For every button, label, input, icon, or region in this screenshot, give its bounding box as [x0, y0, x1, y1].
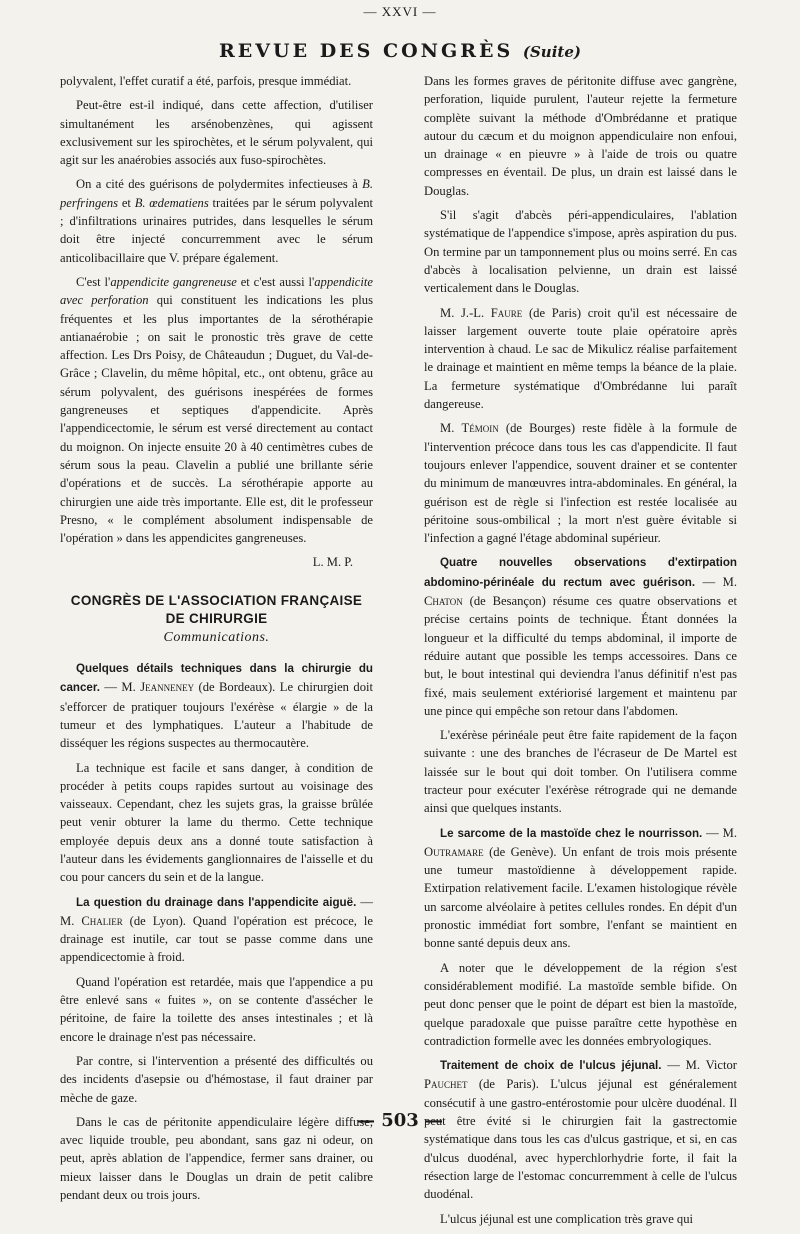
right-column	[424, 72, 737, 1234]
italic-term: B. œdematiens	[134, 195, 209, 210]
paragraph: polyvalent, l'effet curatif a été, parfois, presque immédiat.	[60, 74, 352, 88]
paragraph	[60, 273, 373, 547]
italic-term: B. perfringens	[60, 177, 373, 210]
paragraph	[60, 175, 373, 266]
text-run: — M.	[695, 574, 737, 589]
italic-term: appendicite gangreneuse	[110, 274, 237, 289]
text-run: C'est l'	[76, 274, 111, 289]
paragraph: La technique est facile et sans danger, à condition de procéder à petits coups rapides surtout au voisinage des vaisseaux. Cependant, chez les sujets gras, la graisse brûlée peut venir obturer la lame du thermo. Cette technique employée depuis deux ans a donné toute satisfaction à l'auteur dans les évidements ganglionnaires de l'aisselle et du cou pour cancers du sein et de la langue.	[60, 760, 373, 885]
paragraph	[424, 824, 737, 953]
text-run: (de Paris). L'ulcus jéjunal est généralement consécutif à une gastro-entérostomie pour ulcère duodénal. Il peut être évité si le chirurgien fait la gastrectomie systématique dans tous les cas d'ulcus gastrique, et si, en cas d'ulcus duodénal, avec hyperchlorhydrie forte, il fait la résection large de l'estomac concurremment à celle de l'ulcus duodénal.	[424, 1077, 737, 1202]
text-run: (de Lyon). Quand l'opération est précoce, le drainage est inutile, car tout se passe comme dans une appendicectomie à froid.	[60, 913, 374, 965]
paragraph: Peut-être est-il indiqué, dans cette affection, d'utiliser simultanément les arsénobenzènes, qui agissent exclusivement sur les spirochètes, et le sérum polyvalent, qui agit sur les anaérobies associés aux fuso-spirochètes.	[60, 98, 373, 168]
text-run: (de Bourges) reste fidèle à la formule de l'intervention précoce dans tous les cas d'appendicite. Il faut toujours enlever l'appendice, souvent drainer et se contenter du minimum de manœuvres intra-abdominales. En général, la guérison est de règle si l'infection est restée localisée au péritoine sous-ombilical ; la mort n'est guère évitable si l'infection a gagné l'étage abdominal supérieur.	[424, 421, 737, 546]
paragraph	[424, 553, 737, 720]
left-column	[60, 72, 373, 1210]
text-run: et	[118, 195, 135, 210]
paragraph: Dans les formes graves de péritonite diffuse avec gangrène, perforation, liquide purulent, l'auteur rejette la fermeture complète suivant la méthode d'Ombrédanne et pratique autour du cæcum et du moignon appendiculaire non enfoui, un drainage « en pieuvre » à l'aide de trois ou quatre compresses en éventail. De plus, un drain est laissé dans le Douglas.	[424, 74, 737, 198]
running-title-suffix: (Suite)	[522, 43, 581, 61]
text-run: (de Paris) croit qu'il est nécessaire de laisser largement ouverte toute plaie opératoire après intervention à chaud. Le sac de Mikulicz réalise parfaitement le drainage et maintient en même temps la béance de la plaie. La fermeture systématique d'Ombrédanne lui paraît dangereuse.	[424, 305, 737, 412]
article-heading: Traitement de choix de l'ulcus jéjunal.	[440, 1059, 662, 1073]
article-heading: Le sarcome de la mastoïde chez le nourrisson.	[440, 826, 703, 840]
author-name: Témoin	[461, 421, 499, 436]
text-run: qui constituent les indications les plus fréquentes et les plus importantes de la sérothérapie antianaérobie ; on sait le pronostic très grave de cette affection. Les Drs Poisy, de Châteaudun ; Duguet, du Val-de-Grâce ; Clavelin, du même hôpital, etc., ont obtenu, grâce au sérum polyvalent, des guérisons inespérées de formes gangreneuses et septiques d'appendicite. Après l'appendicectomie, le sérum est versé directement au contact du moignon. On injecte ensuite 20 à 40 centimètres cubes de sérum sous la peau. Clavelin a publié une brillante série d'opérations et de succès. La sérothérapie apporte au chirurgien une aide très importante. Elle est, dit le professeur Presno, « le complément absolument indispensable de l'opération » dans les appendicites gangreneuses.	[60, 293, 373, 546]
paragraph: Quand l'opération est retardée, mais que l'appendice a pu être enlevé sans « fuites », on se contente d'assécher le péritoine, de faire la toilette des anses intestinales ; et là encore le drainage n'est pas nécessaire.	[60, 974, 373, 1044]
author-name: Outramare	[424, 844, 484, 859]
paragraph: Par contre, si l'intervention a présenté des difficultés ou des incidents d'asepsie ou d'hémostase, il faut drainer par mèche de gaze.	[60, 1053, 373, 1105]
text-run: traitées par le sérum polyvalent ; d'infiltrations urinaires putrides, dans lesquelles le sérum doit être injecté concurremment avec le sérum anticolibacillaire que V. prépare également.	[60, 195, 373, 265]
text-run: — M.	[702, 825, 737, 840]
paragraph	[60, 893, 373, 967]
text-run: — M.	[60, 894, 373, 928]
author-name: Pauchet	[424, 1077, 468, 1092]
text-run: On a cité des guérisons de polydermites infectieuses à	[76, 177, 363, 192]
section-subtitle: Communications.	[163, 629, 270, 645]
text-run: — M. Victor	[661, 1058, 738, 1073]
paragraph: A noter que le développement de la région s'est considérablement modifié. La mastoïde semble bifide. On peut donc penser que le point de départ est bien la mastoïde, quelque paradoxale que puisse paraître cette hypothèse en contradiction formelle avec les données embryologiques.	[424, 960, 737, 1048]
article-heading: Quelques détails techniques dans la chirurgie du cancer.	[60, 662, 373, 695]
article-heading: Quatre nouvelles observations d'extirpation abdomino-périnéale du rectum avec guérison.	[424, 556, 737, 589]
paragraph: S'il s'agit d'abcès péri-appendiculaires, l'ablation systématique de l'appendice s'impose, après aspiration du pus. On termine par un tamponnement plus ou moins serré. En cas d'abcès à localisation pelvienne, un drain est laissé verticalement dans le Douglas.	[424, 208, 737, 296]
text-run: (de Genève). Un enfant de trois mois présente une tumeur mastoïdienne à développement rapide. Extirpation relativement facile. L'examen histologique révèle un sarcome alvéolaire à petites cellules rondes. En dépit d'un pronostic immédiat fort sombre, l'enfant se maintient en bonne santé depuis deux ans.	[424, 844, 737, 951]
text-run: M. J.-L.	[440, 305, 491, 320]
author-name: Jeanneney	[140, 680, 195, 695]
roman-page-number: — XXVI —	[363, 4, 437, 19]
signature: L. M. P.	[312, 555, 353, 570]
paragraph: L'ulcus jéjunal est une complication très grave qui	[440, 1211, 694, 1226]
author-name: Faure	[490, 305, 523, 320]
text-run: — M.	[99, 680, 141, 695]
paragraph	[424, 304, 737, 414]
paragraph	[60, 659, 373, 752]
text-run: (de Bordeaux). Le chirurgien doit s'efforcer de pratiquer toujours l'exérèse « élargie » de la tumeur et des lymphatiques. L'auteur a l'habitude de disséquer les régions suspectes au thermocautère.	[60, 680, 373, 751]
paragraph: Dans le cas de péritonite appendiculaire légère diffuse, avec liquide trouble, peu abondant, sans gaz ni odeur, on peut, après ablation de l'appendice, fermer sans drainer, ou mieux laisser dans le Douglas un drain de petit calibre pendant deux ou trois jours.	[60, 1114, 373, 1203]
running-title-text: REVUE DES CONGRÈS	[219, 40, 514, 62]
page-number: — 503 —	[356, 1110, 444, 1131]
author-name: Chalier	[81, 913, 123, 928]
paragraph	[424, 419, 737, 547]
text-run: M.	[440, 421, 462, 436]
running-title	[0, 40, 800, 62]
author-name: Chaton	[424, 594, 463, 609]
italic-term: appendicite avec perforation	[60, 274, 373, 308]
text-run: et c'est aussi l'	[236, 274, 315, 289]
paragraph: L'exérèse périnéale peut être faite rapidement de la façon suivante : une des branches de l'écraseur de De Martel est laissée sur le bout qui doit tomber. On l'utilisera comme tracteur pour exécuter l'exérèse rétrograde qui ne demande ainsi que quelques instants.	[424, 728, 737, 816]
article-heading: La question du drainage dans l'appendicite aiguë.	[76, 895, 357, 909]
section-title: CONGRÈS DE L'ASSOCIATION FRANÇAISE DE CHIRURGIE	[70, 592, 363, 626]
text-run: (de Besançon) résume ces quatre observations et précise certains points de technique. Étant données la longueur et la difficulté du temps abdominal, il importe de réduire autant que possible les temps accessoires. Dans ce but, le bout intestinal qui deviendra l'anus définitif n'est pas fixé, mais seulement extériorisé largement et maintenu par une pince qui empêche son retour dans l'abdomen.	[424, 594, 737, 718]
